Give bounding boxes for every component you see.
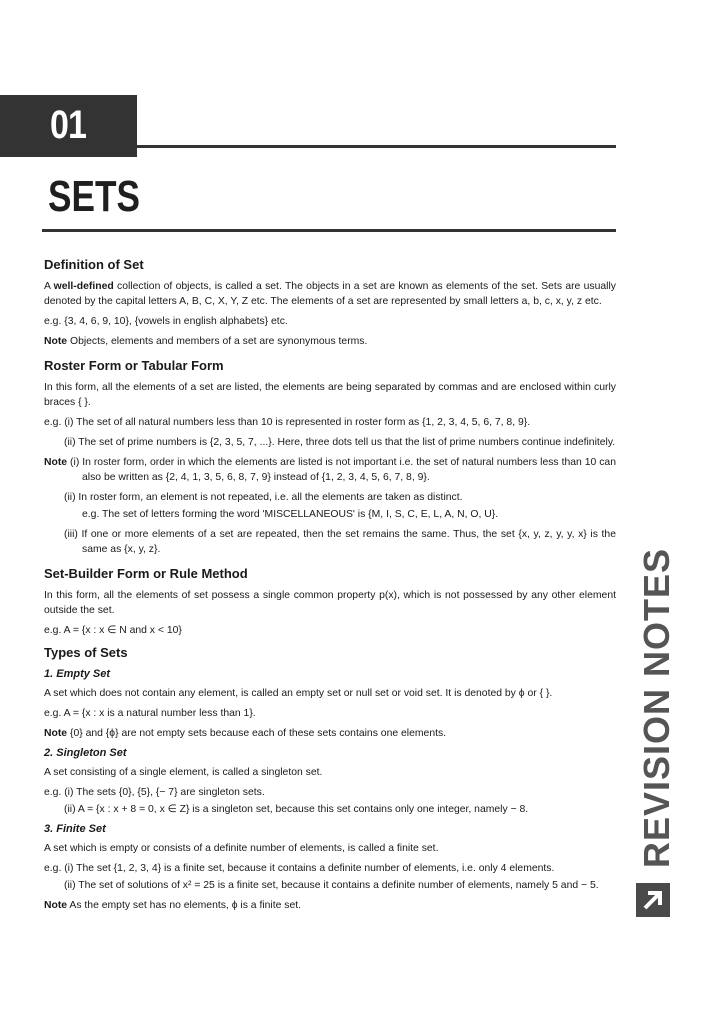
example: e.g. (i) The set of all natural numbers less than 10 is represented in roster form as {1, 2, 3, 4, 5, 6, 7, 8, 9}. bbox=[44, 417, 531, 428]
paragraph: A well-defined collection of objects, is called a set. The objects in a set are known as elements of the set. Sets are usually denoted by the capital letters A, B, C, X, Y, Z etc. The elements of a set are represented by small letters a, b, c, x, y, z etc. bbox=[44, 281, 616, 307]
title-rule bbox=[42, 229, 616, 232]
note: Note Objects, elements and members of a set are synonymous terms. bbox=[44, 336, 368, 347]
note: Note As the empty set has no elements, ϕ is a finite set. bbox=[44, 900, 302, 911]
note: Note (i) In roster form, order in which the elements are listed is not important i.e. the set of natural numbers less than 10 can also be written as {2, 4, 1, 3, 5, 6, 8, 7, 9} instead of {1, 2, 3, 4, 5, 6, 7, 8, 9}. bbox=[44, 457, 616, 483]
arrow-icon bbox=[636, 883, 670, 917]
section-heading: Types of Sets bbox=[44, 645, 128, 660]
note-item: (iii) If one or more elements of a set are repeated, then the set remains the same. Thus, the set {x, y, z, y, y, x} is the same as {x, y, z}. bbox=[64, 529, 616, 555]
paragraph: In this form, all the elements of a set are listed, the elements are being separated by commas and are enclosed within curly braces { }. bbox=[44, 382, 616, 408]
example: e.g. (i) The sets {0}, {5}, {− 7} are singleton sets. bbox=[44, 787, 265, 798]
subsection-heading: 2. Singleton Set bbox=[44, 747, 127, 759]
subsection-heading: 1. Empty Set bbox=[44, 668, 111, 680]
chapter-title: SETS bbox=[48, 172, 140, 221]
example: e.g. A = {x : x ∈ N and x < 10} bbox=[44, 625, 182, 636]
chapter-number: 01 bbox=[50, 103, 87, 147]
example: (ii) A = {x : x + 8 = 0, x ∈ Z} is a singleton set, because this set contains only one integer, namely − 8. bbox=[64, 804, 529, 815]
example: e.g. A = {x : x is a natural number less than 1}. bbox=[44, 708, 256, 719]
note-example: e.g. The set of letters forming the word 'MISCELLANEOUS' is {M, I, S, C, E, L, A, N, O, U}. bbox=[82, 509, 499, 520]
example: (ii) The set of solutions of x² = 25 is a finite set, because it contains a definite number of elements, namely 5 and − 5. bbox=[64, 880, 599, 891]
paragraph: A set which is empty or consists of a definite number of elements, is called a finite set. bbox=[44, 843, 439, 854]
header-rule bbox=[137, 145, 616, 148]
section-heading: Roster Form or Tabular Form bbox=[44, 358, 224, 373]
subsection-heading: 3. Finite Set bbox=[44, 823, 106, 835]
example: e.g. (i) The set {1, 2, 3, 4} is a finite set, because it contains a definite number of elements, i.e. only 4 elements. bbox=[44, 863, 555, 874]
note-item: (ii) In roster form, an element is not repeated, i.e. all the elements are taken as distinct. bbox=[64, 492, 463, 503]
note: Note {0} and {ϕ} are not empty sets because each of these sets contains one elements. bbox=[44, 728, 447, 739]
paragraph: In this form, all the elements of set possess a single common property p(x), which is not possessed by any other element outside the set. bbox=[44, 590, 616, 616]
section-heading: Definition of Set bbox=[44, 257, 144, 272]
example: e.g. {3, 4, 6, 9, 10}, {vowels in english alphabets} etc. bbox=[44, 316, 288, 327]
paragraph: A set which does not contain any element, is called an empty set or null set or void set. It is denoted by ϕ or { }. bbox=[44, 688, 553, 699]
page-content bbox=[44, 256, 616, 918]
section-heading: Set-Builder Form or Rule Method bbox=[44, 566, 248, 581]
paragraph: A set consisting of a single element, is called a singleton set. bbox=[44, 767, 323, 778]
example: (ii) The set of prime numbers is {2, 3, 5, 7, ...}. Here, three dots tell us that the list of prime numbers continue indefinitely. bbox=[64, 437, 616, 448]
revision-notes-label: REVISION NOTES bbox=[636, 547, 677, 868]
